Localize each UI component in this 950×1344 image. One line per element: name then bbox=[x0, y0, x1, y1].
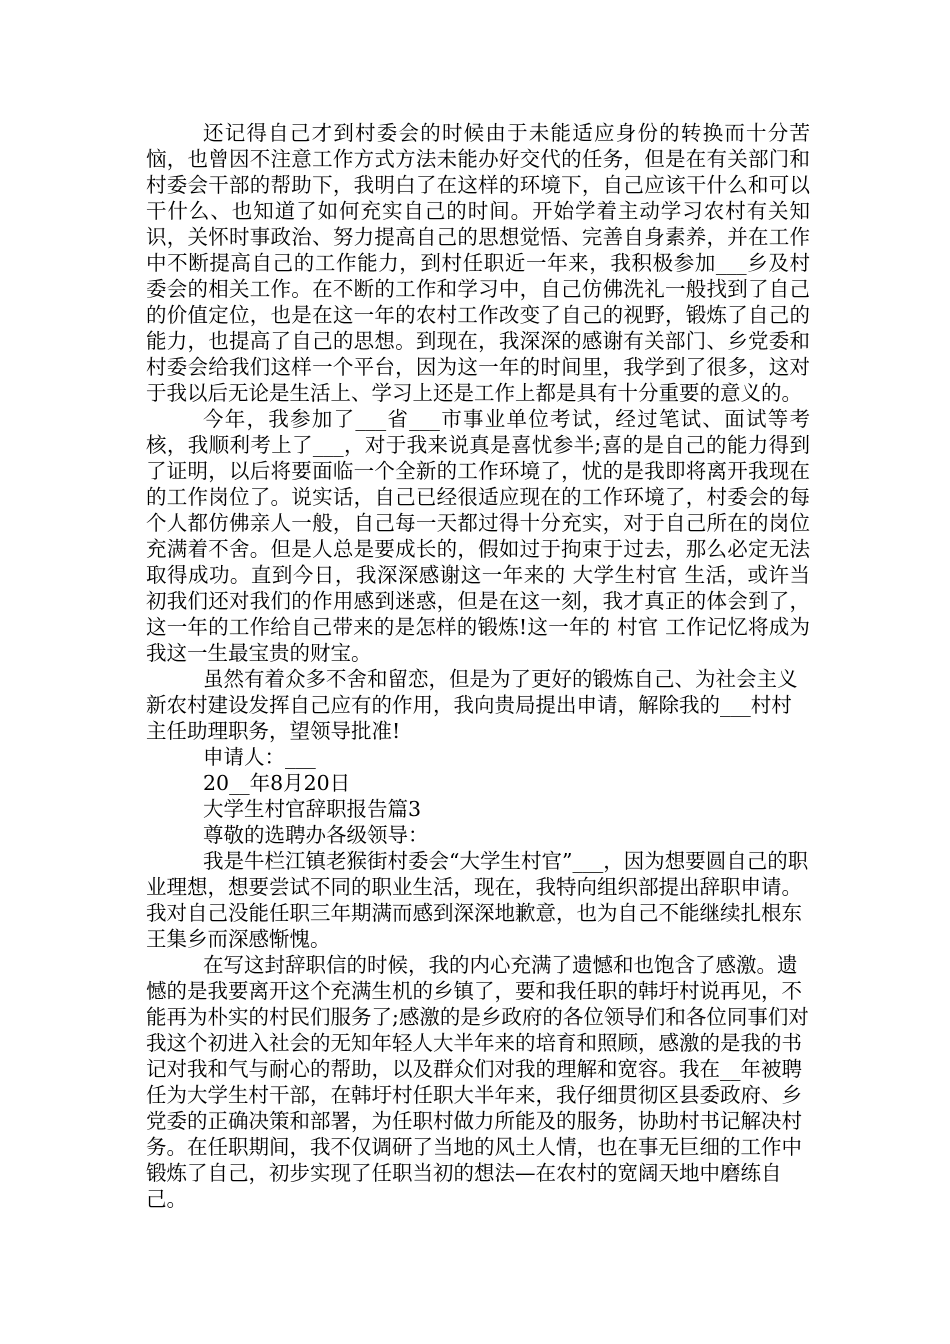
section-title: 大学生村官辞职报告篇3 bbox=[203, 797, 422, 821]
date-line: 20__年8月20日 bbox=[203, 771, 351, 795]
paragraph-request: 虽然有着众多不舍和留恋，但是为了更好的锻炼自己、为社会主义新农村建设发挥自己应有的作用，我向贵局提出申请，解除我的___村村主任助理职务，望领导批准! bbox=[146, 667, 798, 743]
paragraph-reflection: 还记得自己才到村委会的时候由于未能适应身份的转换而十分苦恼，也曾因不注意工作方式方法未能办好交代的任务，但是在有关部门和村委会干部的帮助下，我明白了在这样的环境下，自己应该干什么和可以干什么、也知道了如何充实自己的时间。开始学着主动学习农村有关知识，关怀时事政治、努力提高自己的思想觉悟、完善自身素养，并在工作中不断提高自己的工作能力，到村任职近一年来，我积极参加___乡及村委会的相关工作。在不断的工作和学习中，自己仿佛洗礼一般找到了自己的价值定位，也是在这一年的农村工作改变了自己的视野，锻炼了自己的能力，也提高了自己的思想。到现在，我深深的感谢有关部门、乡党委和村委会给我们这样一个平台，因为这一年的时间里，我学到了很多，这对于我以后无论是生活上、学习上还是工作上都是具有十分重要的意义的。 bbox=[146, 121, 810, 405]
paragraph-intro: 我是牛栏江镇老猴街村委会“大学生村官”___，因为想要圆自己的职业理想，想要尝试不同的职业生活，现在，我特向组织部提出辞职申请。我对自己没能任职三年期满而感到深深地歉意，也为自己不能继续扎根东王集乡而深感惭愧。 bbox=[146, 849, 809, 951]
document-page bbox=[146, 120, 810, 1212]
paragraph-exam: 今年，我参加了___省___市事业单位考试，经过笔试、面试等考核，我顺利考上了___，对于我来说真是喜忧参半;喜的是自己的能力得到了证明，以后将要面临一个全新的工作环境了，忧的是我即将离开我现在的工作岗位了。说实话，自己已经很适应现在的工作环境了，村委会的每个人都仿佛亲人一般，自己每一天都过得十分充实，对于自己所在的岗位充满着不舍。但是人总是要成长的，假如过于拘束于过去，那么必定无法取得成功。直到今日，我深深感谢这一年来的 大学生村官 生活，或许当初我们还对我们的作用感到迷惑，但是在这一刻，我才真正的体会到了，这一年的工作给自己带来的是怎样的锻炼!这一年的 村官 工作记忆将成为我这一生最宝贵的财宝。 bbox=[146, 407, 810, 665]
applicant-line: 申请人：___ bbox=[203, 745, 316, 769]
paragraph-gratitude: 在写这封辞职信的时候，我的内心充满了遗憾和也饱含了感激。遗憾的是我要离开这个充满生机的乡镇了，要和我任职的韩圩村说再见，不能再为朴实的村民们服务了;感激的是乡政府的各位领导们和各位同事们对我这个初进入社会的无知年轻人大半年来的培育和照顾，感激的是我的书记对我和气与耐心的帮助，以及群众们对我的理解和宽容。我在__年被聘任为大学生村干部，在韩圩村任职大半年来，我仔细贯彻区县委政府、乡党委的正确决策和部署，为任职村做力所能及的服务，协助村书记解决村务。在任职期间，我不仅调研了当地的风土人情，也在事无巨细的工作中锻炼了自己，初步实现了任职当初的想法—在农村的宽阔天地中磨练自己。 bbox=[146, 953, 809, 1211]
salutation: 尊敬的选聘办各级领导： bbox=[203, 823, 429, 847]
